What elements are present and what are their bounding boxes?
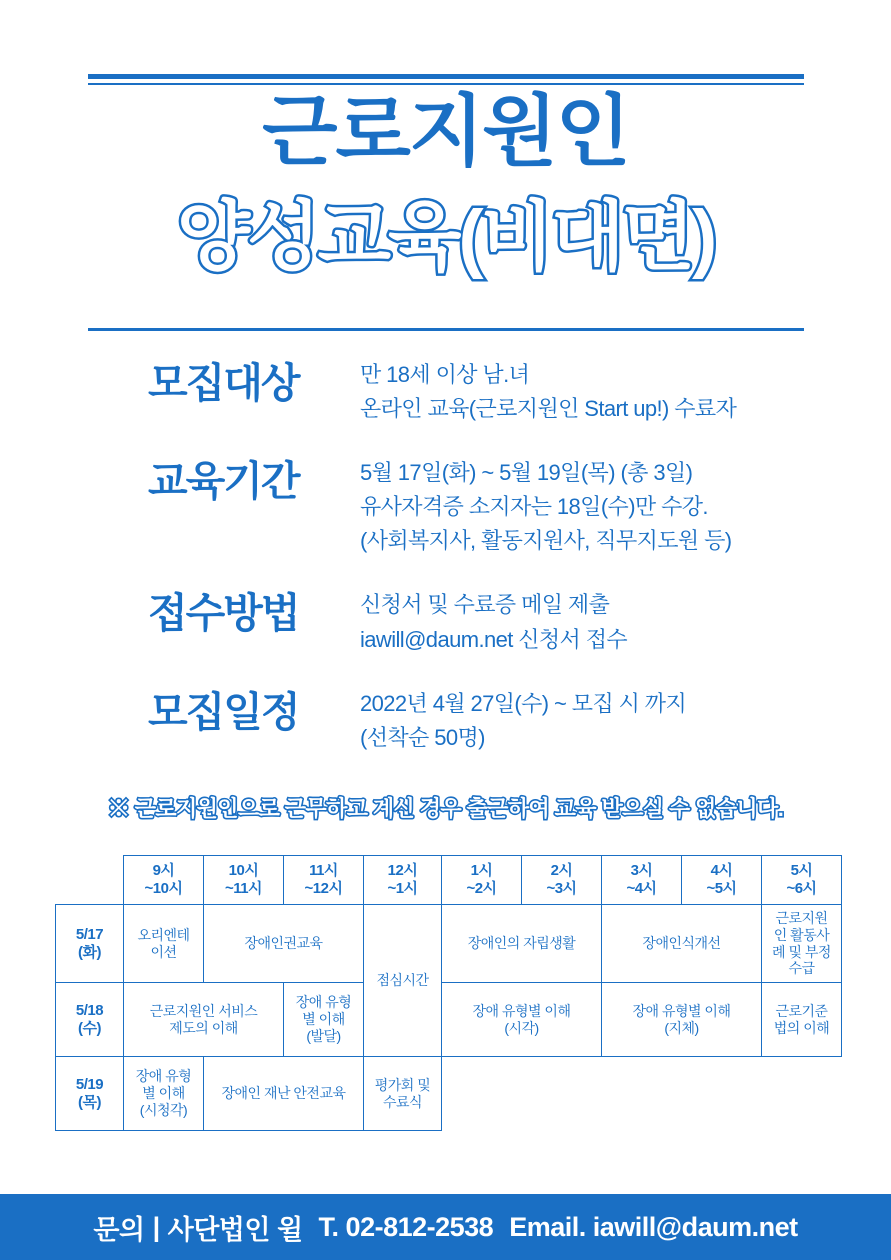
info-line-email: iawill@daum.net 신청서 접수 [360,626,628,652]
time-header-cell [124,856,204,905]
day-date: 5/18 [75,1001,104,1019]
info-line: (선착순 50명) [360,724,485,750]
info-body [360,582,627,656]
session-line: (시각) [504,1019,539,1036]
time-header-cell [522,856,602,905]
info-body [360,450,731,558]
info-body [360,352,736,426]
table-header-row [56,856,842,905]
info-label: 모집대상 [148,360,299,406]
info-row-recruit-schedule [0,681,891,755]
session-line: (시청각) [139,1101,188,1118]
time-header-cell [364,856,442,905]
time-top: 11시 [309,862,338,879]
session-line: (발달) [306,1027,341,1044]
schedule-table [55,855,842,1131]
info-label: 교육기간 [148,458,299,505]
day-weekday: (목) [78,1093,101,1111]
time-bottom: ~3시 [546,880,577,897]
session-cell [602,983,762,1057]
table-corner-cell [56,856,124,905]
session-cell: 장애인권교육 [204,905,364,983]
day-date: 5/17 [75,925,104,943]
time-top: 5시 [790,862,813,879]
empty-cell [602,1057,682,1131]
footer-separator: | [152,1211,160,1242]
time-bottom: ~11시 [224,880,263,897]
time-header-cell [682,856,762,905]
footer-telephone: T. 02-812-2538 [318,1211,494,1242]
session-line: 인 활동사 [773,926,830,943]
time-header-cell [204,856,284,905]
day-weekday: (수) [78,1019,101,1037]
info-line: 유사자격증 소지자는 18일(수)만 수강. [360,494,708,520]
session-line: 법의 이해 [773,1019,830,1036]
info-line: 2022년 4월 27일(수) ~ 모집 시 까지 [360,690,687,716]
session-line: 근로기준 [775,1002,828,1019]
lunch-cell: 점심시간 [364,905,442,1057]
session-line: (지체) [664,1019,699,1036]
session-line: 근로지원인 서비스 [149,1002,258,1019]
session-line: 이션 [150,943,177,960]
session-cell [284,983,364,1057]
time-header-cell [762,856,842,905]
empty-cell [682,1057,762,1131]
notice-text: ※ 근로지원인으로 근무하고 계신 경우 출근하여 교육 받으실 수 없습니다. [107,796,784,821]
session-cell [124,983,284,1057]
session-line: 장애 유형별 이해 [472,1002,571,1019]
time-bottom: ~6시 [786,880,817,897]
session-line: 제도의 이해 [169,1019,238,1036]
time-top: 4시 [710,862,733,879]
time-header-cell [442,856,522,905]
info-row-recruit-target [0,352,891,426]
footer-contact-bar [0,1194,891,1260]
time-bottom: ~12시 [304,880,343,897]
session-line: 수급 [788,960,815,977]
session-line: 별 이해 [142,1085,185,1102]
header-divider-top [88,74,804,79]
time-header-cell [284,856,364,905]
time-bottom: ~1시 [387,880,418,897]
session-line: 별 이해 [302,1011,345,1028]
day-cell [56,905,124,983]
day-date: 5/19 [75,1075,104,1093]
time-top: 2시 [550,862,573,879]
session-line: 장애 유형 [135,1068,192,1085]
session-line: 장애 유형 [295,994,352,1011]
info-line: (사회복지사, 활동지원사, 직무지도원 등) [360,528,732,554]
page-subtitle: 양성교육(비대면) [176,195,715,280]
time-bottom: ~10시 [144,880,183,897]
info-label: 모집일정 [148,688,299,735]
time-top: 10시 [228,862,259,879]
info-body [360,681,686,755]
time-bottom: ~5시 [706,880,737,897]
session-cell: 장애인식개선 [602,905,762,983]
time-bottom: ~2시 [466,880,497,897]
empty-cell [442,1057,522,1131]
footer-email: Email. iawill@daum.net [509,1211,798,1242]
page-title: 근로지원인 [262,87,629,175]
time-top: 1시 [470,862,493,879]
session-cell [762,905,842,983]
session-cell [442,983,602,1057]
empty-cell [762,1057,842,1131]
time-top: 9시 [152,862,175,879]
info-line: 만 18세 이상 남.녀 [360,362,530,387]
session-line: 장애 유형별 이해 [632,1002,731,1019]
session-cell [124,1057,204,1131]
time-top: 3시 [630,862,653,879]
table-row [56,1057,842,1131]
info-line: 신청서 및 수료증 메일 제출 [360,592,610,618]
day-cell [56,983,124,1057]
session-line: 례 및 부정 [772,943,831,960]
session-cell [124,905,204,983]
session-cell: 장애인의 자립생활 [442,905,602,983]
footer-inquiry-label: 문의 [93,1214,145,1245]
session-cell: 장애인 재난 안전교육 [204,1057,364,1131]
info-label: 접수방법 [148,590,299,637]
day-cell [56,1057,124,1131]
time-top: 12시 [387,862,418,879]
session-cell [364,1057,442,1131]
session-line: 평가회 및 [374,1076,431,1093]
session-line: 근로지원 [775,909,828,926]
session-line: 수료식 [382,1093,423,1110]
info-row-application-method [0,582,891,656]
info-line: 온라인 교육(근로지원인 Start up!) 수료자 [360,396,737,422]
table-row [56,983,842,1057]
info-row-education-period [0,450,891,558]
session-line: 오리엔테 [137,926,190,943]
time-header-cell [602,856,682,905]
info-line: 5월 17일(화) ~ 5월 19일(목) (총 3일) [360,460,693,486]
info-section [0,352,891,779]
footer-org-name: 사단법인 윌 [167,1214,303,1245]
day-weekday: (화) [78,943,101,961]
time-bottom: ~4시 [626,880,657,897]
table-row [56,905,842,983]
empty-cell [522,1057,602,1131]
schedule-table-wrapper [55,855,841,1131]
header-divider-bottom [88,328,804,331]
session-cell [762,983,842,1057]
